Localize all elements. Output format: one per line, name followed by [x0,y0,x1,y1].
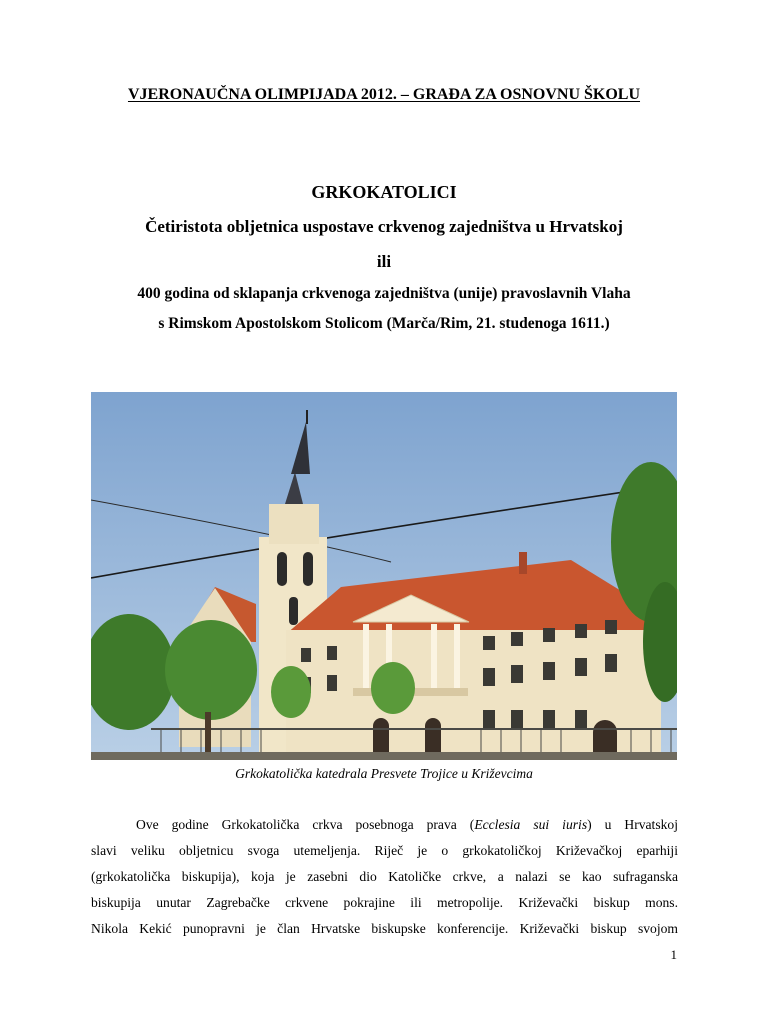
header-text: VJERONAUČNA OLIMPIJADA 2012. – GRAĐA ZA OSNOVNU ŠKOLU [127,86,641,103]
fence [151,728,677,730]
paragraph-line-4: biskupija unutar Zagrebačke crkvene pokrajine ili metropolije. Križevački biskup mons. [91,895,678,910]
tree-small [371,662,415,714]
arched-door [425,718,441,752]
title-alt-line2: s Rimskom Apostolskom Stolicom (Marča/Rim, 21. studenoga 1611.) [158,315,610,332]
title-subtitle: Četiristota obljetnica uspostave crkvenog zajedništva u Hrvatskoj [145,217,623,236]
tree-trunk [205,712,211,754]
arched-door [373,718,389,752]
tower-upper [269,504,319,544]
tower-window [277,552,287,586]
line-1-part-b: ) u Hrvatskoj [587,817,678,832]
tree-left [165,620,257,720]
document-header [0,86,768,104]
title-main: GRKOKATOLICI [311,182,457,202]
chimney [519,552,527,574]
cathedral-photo [91,392,677,760]
latin-term: Ecclesia sui iuris [474,817,588,832]
portico-column [363,624,369,694]
page-number: 1 [670,947,677,962]
portico-column [431,624,437,694]
photo-caption: Grkokatolička katedrala Presvete Trojice u Križevcima [235,766,533,781]
paragraph-line-2: slavi veliku obljetnicu svoga utemeljenja. Riječ je o grkokatoličkoj Križevačkoj eparhiji [91,843,678,858]
title-alt-line1: 400 godina od sklapanja crkvenoga zajedništva (unije) pravoslavnih Vlaha [137,285,631,302]
title-or: ili [376,252,392,271]
arched-door [593,720,617,752]
paragraph-line-3: (grkokatolička biskupija), koja je zasebni dio Katoličke crkve, a nalazi se kao sufraganska [91,869,678,884]
line-1-part-a: Ove godine Grkokatolička crkva posebnoga prava ( [136,817,475,832]
paragraph-line-1 [91,812,678,839]
paragraph-line-5: Nikola Kekić punopravni je član Hrvatske biskupske konferencije. Križevački biskup svojom [91,921,678,936]
ground [91,752,677,760]
portico-column [454,624,460,694]
tower-window [289,597,298,625]
tree-small [271,666,311,718]
tower-window [303,552,313,586]
